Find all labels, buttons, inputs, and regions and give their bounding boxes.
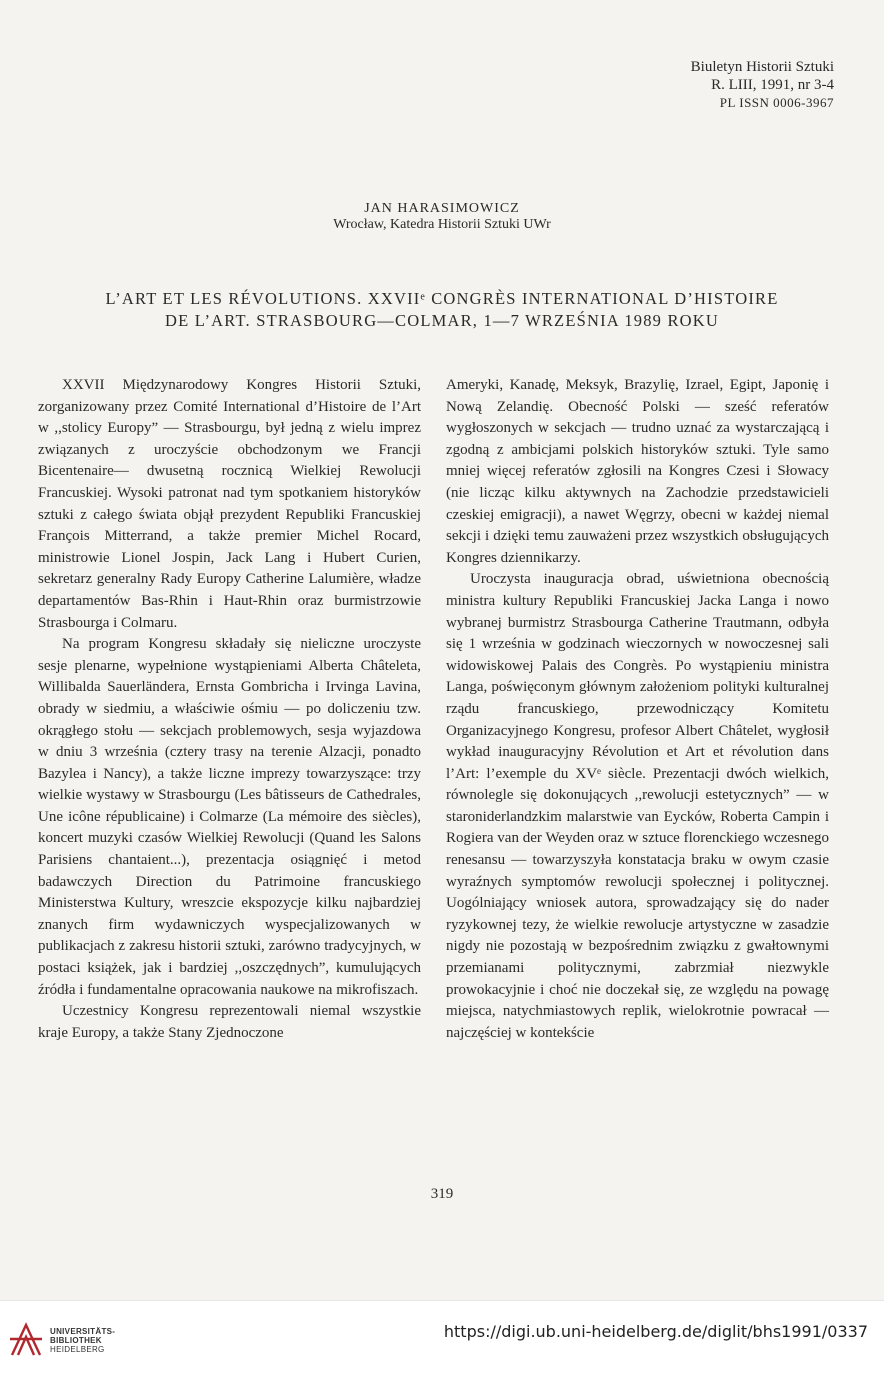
library-name-line: BIBLIOTHEK — [50, 1336, 102, 1345]
permalink-url[interactable]: https://digi.ub.uni-heidelberg.de/diglit/bhs1991/0337 — [443, 1322, 868, 1341]
paragraph: Ameryki, Kanadę, Meksyk, Brazylię, Izrael, Egipt, Japonię i Nową Zelandię. Obecność Polski — sześć referatów wygłoszonych w sekcjach — trudno uznać za wystarczającą i zgodną z ambicjami polskich historyków sztuki. Tyle samo mniej więcej referatów zgłosili na Kongres Czesi i Słowacy (nie licząc kilku aktywnych na Zachodzie przedstawicieli czeskiej emigracji), a nawet Węgrzy, obecni w każdej niemal sekcji i dzięki temu zauważeni przez wszystkich obsługujących Kongres dziennikarzy. — [446, 377, 829, 566]
library-name-line: UNIVERSITÄTS- — [50, 1327, 116, 1336]
paragraph: Na program Kongresu składały się nieliczne uroczyste sesje plenarne, wypełnione wystąpieniami Alberta Châteleta, Willibalda Sauerländera, Ernsta Gombricha i Irvinga Lavina, obrady w siedmiu, a właściwie ośmiu — po doliczeniu tzw. okrągłego stołu — sekcjach problemowych, sesja wyjazdowa w dniu 3 września (cztery trasy na terenie Alzacji, ponadto Bazylea i Nancy), a także liczne imprezy towarzyszące: trzy wielkie wystawy w Strasbourgu (Les bâtisseurs de Cathedrales, Une icône républicaine) i Colmarze (La mémoire des siècles), koncert muzyki czasów Wielkiej Rewolucji (Quand les Salons Parisiens chantaient...), prezentacja osiągnięć i metod badawczych Direction du Patrimoine francuskiego Ministerstwa Kultury, wreszcie ekspozycje kilku najbardziej znanych firm wydawniczych wyspecjalizowanych w publikacjach z zakresu historii sztuki, zarówno tradycyjnych, w postaci książek, jak i bardziej ,,oszczędnych”, kumulujących źródła i fundamentalne opracowania naukowe na mikrofiszach. — [38, 636, 421, 998]
paragraph: XXVII Międzynarodowy Kongres Historii Sztuki, zorganizowany przez Comité International d’Histoire de l’Art w ,,stolicy Europy” — Strasbourgu, był jedną z wielu imprez związanych z uroczyście obchodzonym we Francji Bicentenaire— dwusetną rocznicą Wielkiej Rewolucji Francuskiej. Wysoki patronat nad tym spotkaniem historyków sztuki z całego świata objął prezydent Republiki Francuskiej François Mitterrand, a także premier Michel Rocard, ministrowie Lionel Jospin, Jack Lang i Hubert Curien, sekretarz generalny Rady Europy Catherine Lalumière, władze departamentów Bas-Rhin i Haut-Rhin oraz burmistrzowie Strasbourga i Colmaru. — [38, 377, 421, 631]
right-column — [446, 375, 829, 1044]
paragraph: Uroczysta inauguracja obrad, uświetniona obecnością ministra kultury Republiki Francuskiej Jacka Langa i nowo wybranej burmistrz Strasbourga Catherine Trautmann, odbyła się 1 września w godzinach wieczornych w nowoczesnej sali widowiskowej Palais des Congrès. Po wystąpieniu ministra Langa, poświęconym głównym założeniom polityki kulturalnej rządu francuskiego, przewodniczący Komitetu Organizacyjnego Kongresu, profesor Albert Châtelet, wygłosił wykład inauguracyjny Révolution et Art et révolution dans l’Art: l’exemple du XVᵉ siècle. Prezentacji dwóch wielkich, równolegle się dokonujących ,,rewolucji estetycznych” — w staroniderlandzkim malarstwie van Eycków, Roberta Campin i Rogiera van der Weyden oraz w sztuce florenckiego wczesnego renesansu — towarzyszyła konstatacja braku w owym czasie wyraźnych symptomów rewolucji społecznej i politycznej. Uogólniający wniosek autora, sprowadzający się do nader ryzykownej tezy, że wielkie rewolucje artystyczne w zasadzie nigdy nie pozostają w bezpośrednim związku z gwałtownymi przemianami politycznymi, zabrzmiał niezwykle prowokacyjnie i choć nie doczekał się, ze względu na powagę miejsca, natychmiastowych replik, wielokrotnie powracał — najczęściej w kontekście — [446, 571, 829, 1041]
journal-volume: R. LIII, 1991, nr 3-4 — [711, 77, 834, 93]
article-title — [30, 288, 854, 332]
left-column — [38, 375, 421, 1044]
paragraph: Uczestnicy Kongresu reprezentowali niemal wszystkie kraje Europy, a także Stany Zjednoczone — [38, 1003, 421, 1041]
library-name — [50, 1327, 115, 1354]
university-library-logo-icon — [8, 1319, 44, 1359]
author-name: JAN HARASIMOWICZ — [364, 201, 520, 216]
library-city: HEIDELBERG — [50, 1345, 105, 1354]
page-number: 319 — [430, 1186, 454, 1202]
article-title-line-1: L’ART ET LES RÉVOLUTIONS. XXVIIᵉ CONGRÈS INTERNATIONAL D’HISTOIRE — [105, 289, 779, 308]
journal-title: Biuletyn Historii Sztuki — [690, 59, 834, 75]
journal-issn: PL ISSN 0006-3967 — [719, 95, 834, 110]
author-affiliation: Wrocław, Katedra Historii Sztuki UWr — [333, 217, 551, 232]
author-block — [0, 201, 884, 233]
viewer-footer — [0, 1300, 884, 1376]
article-title-line-2: DE L’ART. STRASBOURG—COLMAR, 1—7 WRZEŚNIA 1989 ROKU — [164, 311, 720, 330]
journal-header — [691, 58, 834, 112]
